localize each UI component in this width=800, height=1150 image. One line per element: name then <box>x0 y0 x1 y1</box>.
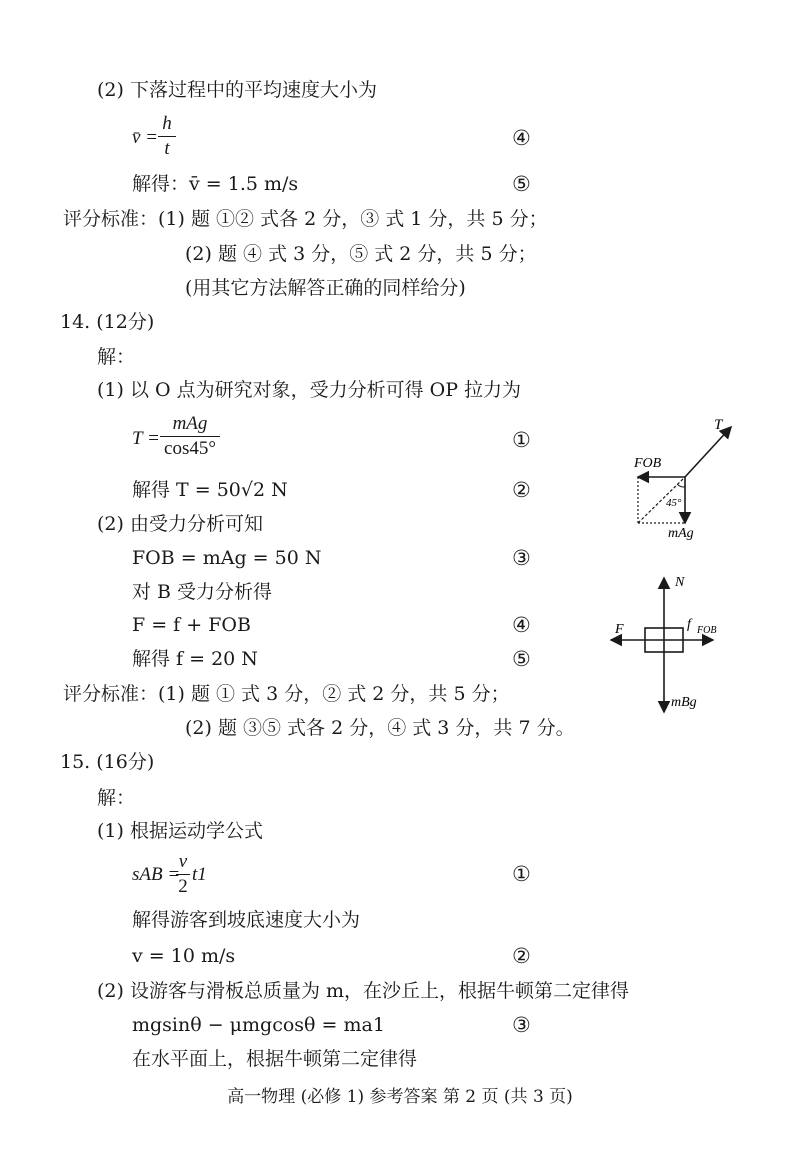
s15-part2-intro: (2) 设游客与滑板总质量为 m，在沙丘上，根据牛顿第二定律得 <box>97 980 630 1002</box>
s15-part1-intro: (1) 根据运动学公式 <box>97 820 263 842</box>
s14-b-analysis: 对 B 受力分析得 <box>132 581 273 603</box>
s13-eq4-num: h <box>162 113 172 134</box>
s15-eq3: mgsinθ − μmgcosθ = ma1 <box>132 1014 385 1036</box>
s15-eq1-fraction <box>176 851 190 898</box>
s14-eq3: FOB = mAg = 50 N <box>132 547 322 569</box>
s13-part2-intro: (2) 下落过程中的平均速度大小为 <box>97 79 377 101</box>
label-mbg: mBg <box>671 695 697 710</box>
s15-flat-intro: 在水平面上，根据牛顿第二定律得 <box>132 1048 418 1070</box>
s13-grading-2: (2) 题 ④ 式 3 分，⑤ 式 2 分，共 5 分； <box>185 243 537 265</box>
s13-grading-1: 评分标准：(1) 题 ①② 式各 2 分，③ 式 1 分，共 5 分； <box>63 208 548 230</box>
s14-eq4: F = f + FOB <box>132 614 251 636</box>
label-mag: mAg <box>668 526 694 541</box>
label-fob-b: FOB <box>697 625 717 636</box>
s14-eq1-lhs: T = <box>132 428 160 449</box>
s14-eq1-num: mAg <box>172 413 208 434</box>
force-diagram-b <box>605 570 725 720</box>
tension-arrow <box>685 427 731 477</box>
force-diagram-o <box>610 415 750 545</box>
label-f-small: f <box>687 617 691 632</box>
s13-sol5: 解得：v̄ = 1.5 m/s <box>132 173 299 195</box>
s14-header: 14. (12分) <box>60 311 155 333</box>
label-n: N <box>675 575 685 590</box>
s15-eq1-tail: t1 <box>192 864 207 885</box>
s14-eq5: 解得 f = 20 N <box>132 648 258 670</box>
s14-eq4-tag: ④ <box>512 613 531 637</box>
s15-eq1-num: v <box>178 851 188 872</box>
s15-header: 15. (16分) <box>60 751 155 773</box>
s15-eq1-lhs: sAB = <box>132 864 181 885</box>
s13-eq4-lhs: v̄ = <box>132 127 159 148</box>
s13-eq4-fraction <box>158 113 176 160</box>
s14-part1-intro: (1) 以 O 点为研究对象，受力分析可得 OP 拉力为 <box>97 379 522 401</box>
label-t: T <box>714 417 723 433</box>
label-f-big: F <box>615 622 624 637</box>
s15-eq3-tag: ③ <box>512 1013 531 1037</box>
s14-eq2-tag: ② <box>512 478 531 502</box>
s15-eq2: v = 10 m/s <box>132 945 236 967</box>
s15-eq1-tag: ① <box>512 862 531 886</box>
s14-grading-2: (2) 题 ③⑤ 式各 2 分，④ 式 3 分，共 7 分。 <box>185 717 575 739</box>
s15-jie: 解： <box>97 787 136 809</box>
s14-eq1-tag: ① <box>512 428 531 452</box>
label-fob: FOB <box>634 456 662 471</box>
s14-jie: 解： <box>97 346 136 368</box>
s13-eq4-tag: ④ <box>512 126 531 150</box>
s14-eq1-fraction <box>160 413 220 460</box>
s14-grading-1: 评分标准：(1) 题 ① 式 3 分，② 式 2 分，共 5 分； <box>63 683 510 705</box>
s13-grading-3: (用其它方法解答正确的同样给分) <box>185 277 466 299</box>
s14-eq1-den: cos45° <box>164 438 216 459</box>
label-angle: 45° <box>666 497 682 509</box>
s13-eq4-den: t <box>164 138 170 159</box>
s13-eq5-tag: ⑤ <box>512 172 531 196</box>
s14-eq2: 解得 T = 50√2 N <box>132 479 288 501</box>
s15-speed-intro: 解得游客到坡底速度大小为 <box>132 909 361 931</box>
s14-eq3-tag: ③ <box>512 546 531 570</box>
s15-eq2-tag: ② <box>512 944 531 968</box>
s14-part2-intro: (2) 由受力分析可知 <box>97 513 263 535</box>
page-footer: 高一物理 (必修 1) 参考答案 第 2 页 (共 3 页) <box>227 1087 573 1107</box>
s15-eq1-den: 2 <box>178 876 188 897</box>
s14-eq5-tag: ⑤ <box>512 647 531 671</box>
